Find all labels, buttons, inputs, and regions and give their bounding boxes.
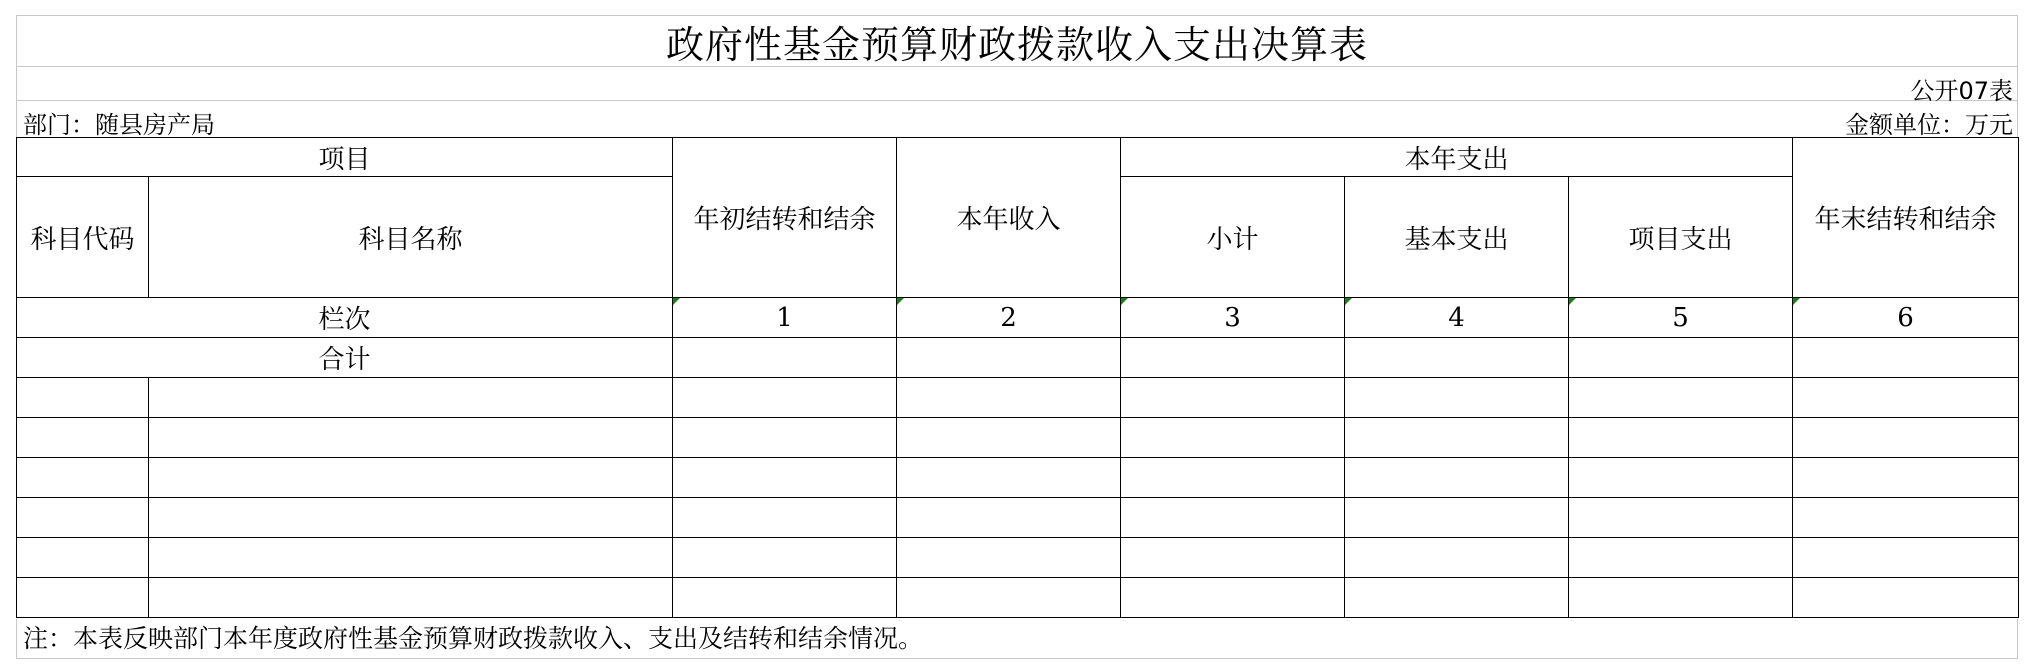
cell[interactable] xyxy=(897,538,1121,578)
total-cell[interactable] xyxy=(1793,338,2019,378)
cell[interactable] xyxy=(149,458,673,498)
cell[interactable] xyxy=(1569,458,1793,498)
cell[interactable] xyxy=(673,498,897,538)
cell[interactable] xyxy=(1121,378,1345,418)
column-number-cell[interactable]: 2 xyxy=(897,298,1121,338)
cell[interactable] xyxy=(17,378,149,418)
cell[interactable] xyxy=(1793,578,2019,618)
table-row xyxy=(17,538,2019,578)
table-row xyxy=(17,418,2019,458)
cell[interactable] xyxy=(897,578,1121,618)
column-number-cell[interactable]: 3 xyxy=(1121,298,1345,338)
cell[interactable] xyxy=(1121,498,1345,538)
cell[interactable] xyxy=(673,458,897,498)
table-row xyxy=(17,578,2019,618)
cell[interactable] xyxy=(1121,538,1345,578)
cell[interactable] xyxy=(149,578,673,618)
cell[interactable] xyxy=(17,578,149,618)
cell[interactable] xyxy=(1793,498,2019,538)
cell[interactable] xyxy=(17,458,149,498)
cell[interactable] xyxy=(17,538,149,578)
cell[interactable] xyxy=(673,578,897,618)
cell[interactable] xyxy=(1569,578,1793,618)
header-year-income[interactable]: 本年收入 xyxy=(897,138,1121,298)
cell[interactable] xyxy=(1569,378,1793,418)
cell[interactable] xyxy=(897,458,1121,498)
header-end-balance[interactable]: 年末结转和结余 xyxy=(1793,138,2019,298)
cell[interactable] xyxy=(1121,458,1345,498)
cell[interactable] xyxy=(149,418,673,458)
meta-row-department xyxy=(16,101,2018,137)
cell[interactable] xyxy=(17,418,149,458)
cell[interactable] xyxy=(1569,538,1793,578)
total-cell[interactable] xyxy=(673,338,897,378)
header-project-expense[interactable]: 项目支出 xyxy=(1569,177,1793,298)
total-cell[interactable] xyxy=(1121,338,1345,378)
header-year-expense[interactable]: 本年支出 xyxy=(1121,138,1793,177)
department-label: 部门：随县房产局 xyxy=(23,111,215,139)
cell[interactable] xyxy=(149,538,673,578)
cell[interactable] xyxy=(673,418,897,458)
cell[interactable] xyxy=(897,418,1121,458)
footnote: 注：本表反映部门本年度政府性基金预算财政拨款收入、支出及结转和结余情况。 xyxy=(16,619,2018,659)
cell[interactable] xyxy=(149,378,673,418)
cell[interactable] xyxy=(1569,418,1793,458)
column-number-cell[interactable]: 5 xyxy=(1569,298,1793,338)
cell[interactable] xyxy=(1793,418,2019,458)
cell[interactable] xyxy=(1569,498,1793,538)
cell[interactable] xyxy=(1121,418,1345,458)
cell[interactable] xyxy=(897,498,1121,538)
cell[interactable] xyxy=(1345,578,1569,618)
cell[interactable] xyxy=(1345,418,1569,458)
table-row xyxy=(17,378,2019,418)
cell[interactable] xyxy=(673,378,897,418)
header-begin-balance[interactable]: 年初结转和结余 xyxy=(673,138,897,298)
total-cell[interactable] xyxy=(1569,338,1793,378)
cell[interactable] xyxy=(673,538,897,578)
column-number-cell[interactable]: 6 xyxy=(1793,298,2019,338)
meta-row-code xyxy=(16,67,2018,105)
cell[interactable] xyxy=(1345,378,1569,418)
total-label[interactable]: 合计 xyxy=(17,338,673,378)
column-index-label[interactable]: 栏次 xyxy=(17,298,673,338)
header-subject-code[interactable]: 科目代码 xyxy=(17,177,149,298)
total-cell[interactable] xyxy=(1345,338,1569,378)
cell[interactable] xyxy=(1345,498,1569,538)
column-number-cell[interactable]: 1 xyxy=(673,298,897,338)
cell[interactable] xyxy=(17,498,149,538)
header-basic-expense[interactable]: 基本支出 xyxy=(1345,177,1569,298)
cell[interactable] xyxy=(1793,538,2019,578)
column-number-cell[interactable]: 4 xyxy=(1345,298,1569,338)
header-subject-name[interactable]: 科目名称 xyxy=(149,177,673,298)
cell[interactable] xyxy=(1121,578,1345,618)
table-row xyxy=(17,498,2019,538)
cell[interactable] xyxy=(897,378,1121,418)
unit-label: 金额单位：万元 xyxy=(1845,111,2013,139)
cell[interactable] xyxy=(1345,538,1569,578)
table-row xyxy=(17,458,2019,498)
total-cell[interactable] xyxy=(897,338,1121,378)
cell[interactable] xyxy=(1793,458,2019,498)
header-subtotal[interactable]: 小计 xyxy=(1121,177,1345,298)
table-code: 公开07表 xyxy=(1910,77,2013,105)
budget-table xyxy=(16,137,2019,618)
cell[interactable] xyxy=(1345,458,1569,498)
cell[interactable] xyxy=(1793,378,2019,418)
header-item[interactable]: 项目 xyxy=(17,138,673,177)
table-title: 政府性基金预算财政拨款收入支出决算表 xyxy=(16,15,2018,67)
cell[interactable] xyxy=(149,498,673,538)
